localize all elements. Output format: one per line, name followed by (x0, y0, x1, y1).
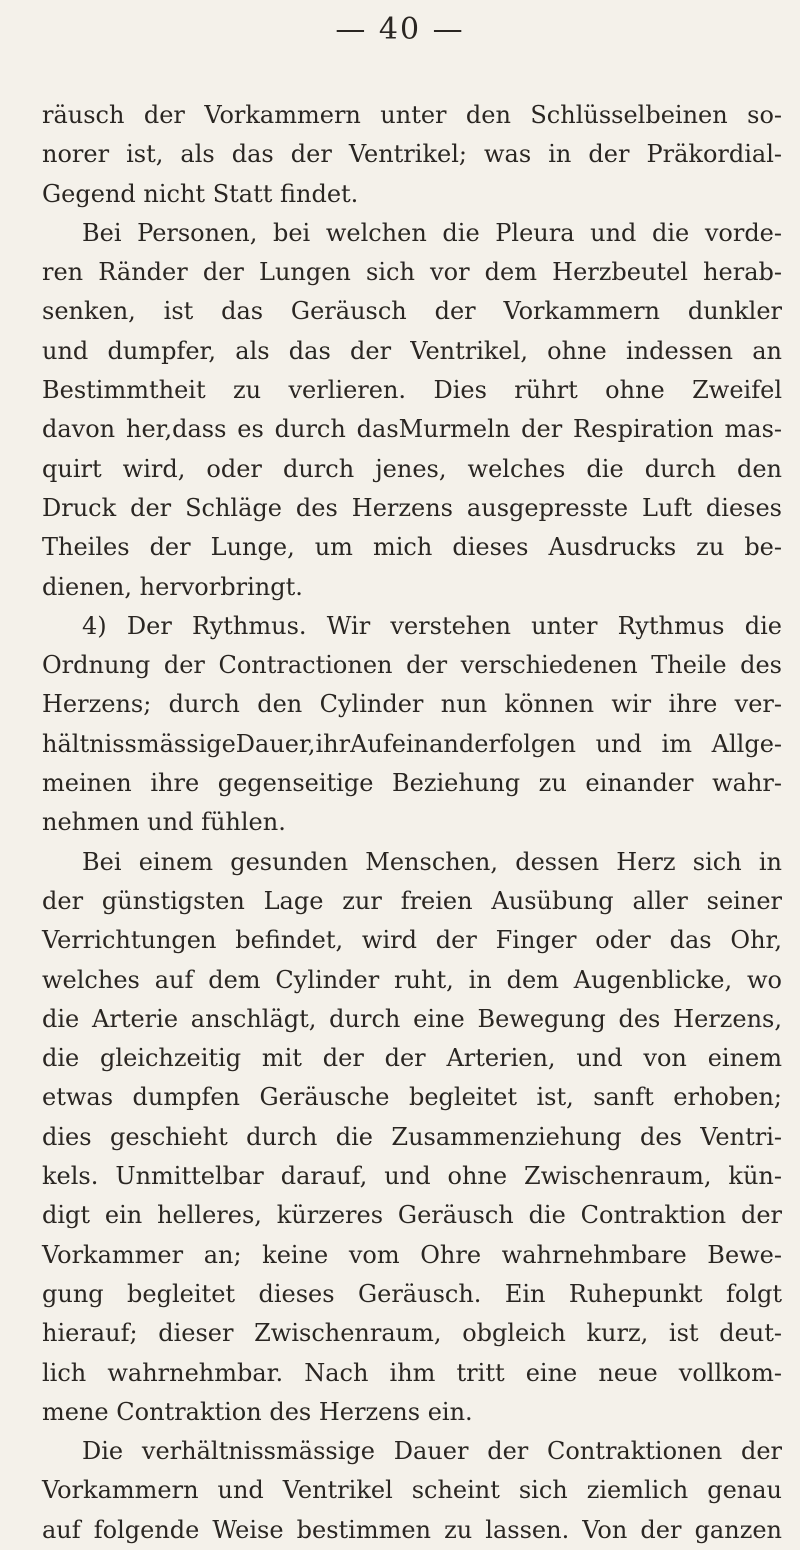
text-line: gung begleitet dieses Geräusch. Ein Ruhepunkt folgt (42, 1279, 782, 1308)
text-line: norer ist, als das der Ventrikel; was in der Präkordial- (42, 140, 782, 169)
text-line: Bestimmtheit zu verlieren. Dies rührt ohne Zweifel (42, 376, 782, 405)
text-line: Die verhältnissmässige Dauer der Contraktionen der (82, 1437, 782, 1466)
text-line: räusch der Vorkammern unter den Schlüsselbeinen so- (42, 101, 782, 129)
text-line: Herzens; durch den Cylinder nun können wir ihre ver- (42, 690, 782, 719)
text-line: mene Contraktion des Herzens ein. (42, 1397, 473, 1426)
text-line: und dumpfer, als das der Ventrikel, ohne indessen an (42, 336, 782, 365)
text-line: hierauf; dieser Zwischenraum, obgleich kurz, ist deut- (42, 1319, 782, 1348)
text-line: 4) Der Rythmus. Wir verstehen unter Rythmus die (82, 611, 782, 640)
page-number: — 40 — (335, 12, 465, 47)
text-line: auf folgende Weise bestimmen zu lassen. Von der ganzen (42, 1515, 782, 1544)
text-line: Druck der Schläge des Herzens ausgepresste Luft dieses (42, 493, 782, 522)
text-line: die Arterie anschlägt, durch eine Bewegung des Herzens, (42, 1004, 782, 1033)
text-line: senken, ist das Geräusch der Vorkammern dunkler (42, 297, 782, 326)
text-line: quirt wird, oder durch jenes, welches die durch den (42, 454, 782, 483)
text-line: Theiles der Lunge, um mich dieses Ausdrucks zu be- (42, 533, 782, 562)
text-body (42, 96, 782, 1550)
text-line: Verrichtungen befindet, wird der Finger oder das Ohr, (42, 926, 782, 955)
text-line: Bei einem gesunden Menschen, dessen Herz sich in (82, 847, 782, 876)
text-line: dies geschieht durch die Zusammenziehung des Ventri- (42, 1122, 782, 1151)
text-line: welches auf dem Cylinder ruht, in dem Augenblicke, wo (42, 965, 782, 994)
text-line: Vorkammer an; keine vom Ohre wahrnehmbare Bewe- (42, 1240, 782, 1269)
text-line: lich wahrnehmbar. Nach ihm tritt eine neue vollkom- (42, 1358, 782, 1387)
text-line: digt ein helleres, kürzeres Geräusch die Contraktion der (42, 1201, 782, 1230)
text-line: kels. Unmittelbar darauf, und ohne Zwischenraum, kün- (42, 1162, 782, 1191)
text-line: davon her,dass es durch dasMurmeln der Respiration mas- (42, 415, 782, 444)
text-line: hältnissmässigeDauer,ihrAufeinanderfolgen und im Allge- (42, 729, 782, 758)
text-line: dienen, hervorbringt. (42, 572, 303, 601)
text-line: Vorkammern und Ventrikel scheint sich ziemlich genau (42, 1476, 782, 1505)
text-line: der günstigsten Lage zur freien Ausübung aller seiner (42, 886, 782, 915)
text-line: ren Ränder der Lungen sich vor dem Herzbeutel herab- (42, 258, 782, 287)
text-line: meinen ihre gegenseitige Beziehung zu einander wahr- (42, 769, 782, 798)
text-line: Bei Personen, bei welchen die Pleura und die vorde- (82, 218, 782, 247)
text-line: nehmen und fühlen. (42, 808, 286, 837)
text-line: Ordnung der Contractionen der verschiedenen Theile des (42, 651, 782, 680)
text-line: etwas dumpfen Geräusche begleitet ist, sanft erhoben; (42, 1083, 782, 1112)
text-line: die gleichzeitig mit der der Arterien, und von einem (42, 1044, 782, 1073)
text-line: Gegend nicht Statt findet. (42, 179, 359, 208)
